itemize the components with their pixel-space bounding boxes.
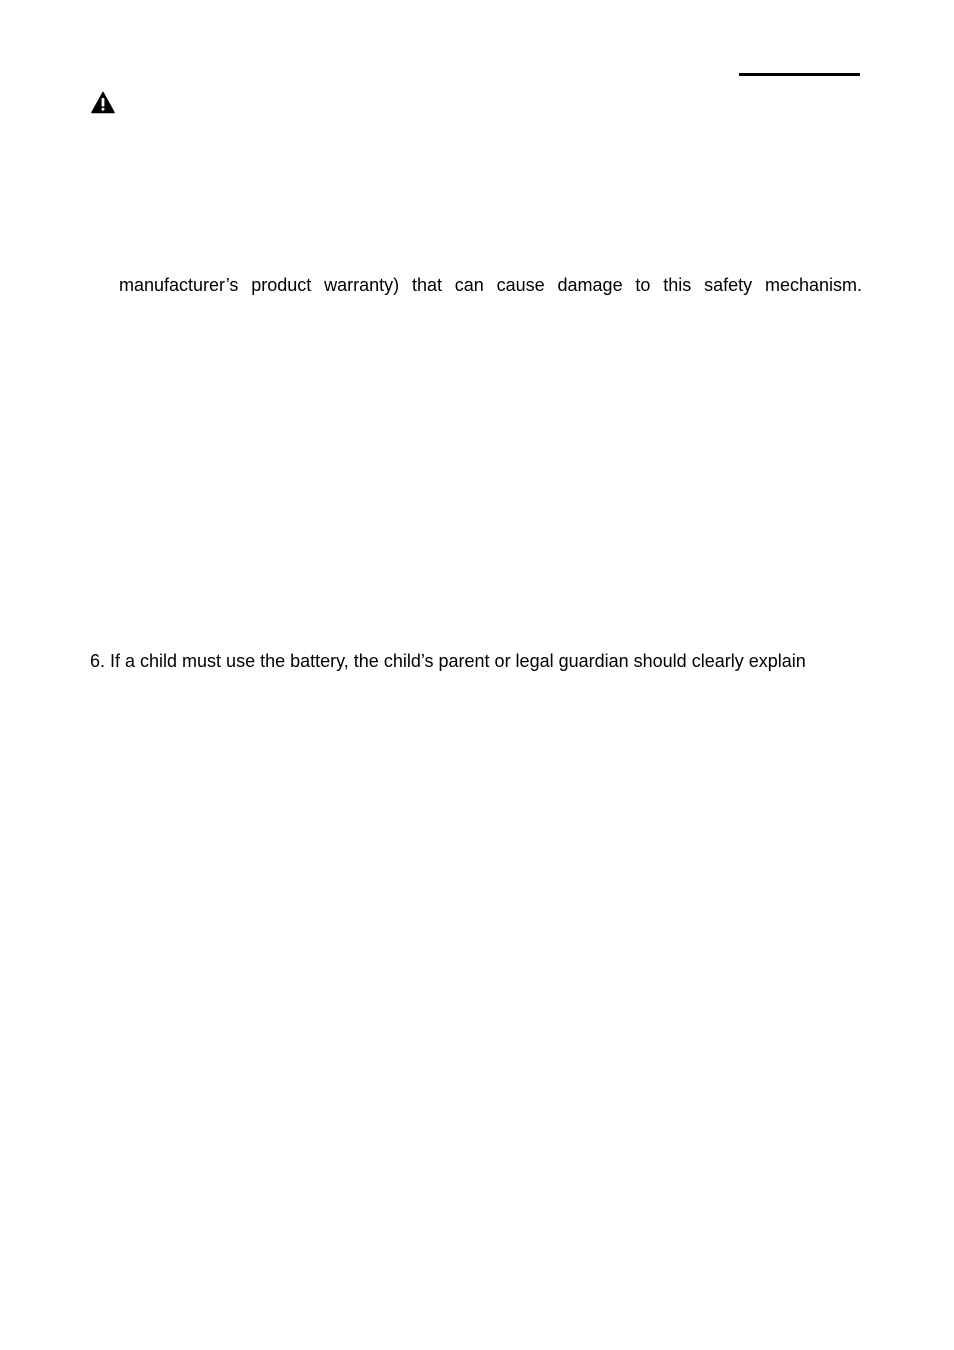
paragraph-word: manufacturer’s xyxy=(119,275,239,295)
paragraph-word: warranty) xyxy=(324,275,400,295)
list-item-6-line: 6. If a child must use the battery, the child’s parent or legal guardian should clearly explain xyxy=(90,651,806,671)
paragraph-word: this xyxy=(663,275,692,295)
paragraph-word: mechanism. xyxy=(764,275,862,295)
paragraph-word: that xyxy=(411,275,442,295)
paragraph-word: safety xyxy=(704,275,753,295)
paragraph-word: damage xyxy=(557,275,623,295)
paragraph-word: product xyxy=(251,275,312,295)
paragraph-line xyxy=(119,274,862,296)
paragraph-word: to xyxy=(635,275,651,295)
paragraph-word: cause xyxy=(496,275,545,295)
paragraph-word: can xyxy=(454,275,484,295)
header-rule xyxy=(739,73,860,76)
warning-triangle-icon xyxy=(91,91,115,114)
